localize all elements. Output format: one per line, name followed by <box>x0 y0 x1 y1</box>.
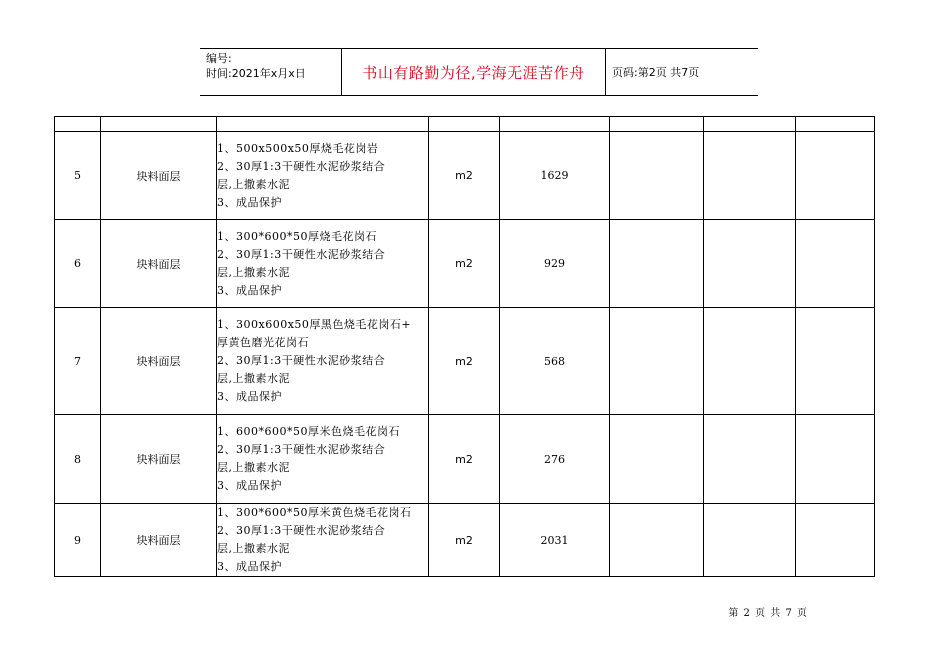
description-line: 3、成品保护 <box>217 195 282 209</box>
table-cell <box>610 504 704 577</box>
description-line: 2、30厚1:3干硬性水泥砂浆结合 <box>217 443 386 456</box>
table-cell <box>704 220 796 308</box>
table-cell <box>796 220 875 308</box>
table-row-blank <box>55 117 875 132</box>
table-cell <box>796 308 875 415</box>
time-label: 时间:2021年x月x日 <box>206 67 306 80</box>
row-number: 8 <box>55 415 101 504</box>
table-cell <box>217 117 429 132</box>
item-quantity: 929 <box>500 220 610 308</box>
item-name: 块料面层 <box>101 220 217 308</box>
item-quantity: 2031 <box>500 504 610 577</box>
item-description <box>217 308 429 415</box>
row-number: 9 <box>55 504 101 577</box>
item-name: 块料面层 <box>101 132 217 220</box>
item-name: 块料面层 <box>101 504 217 577</box>
table-cell <box>55 117 101 132</box>
description-line: 1、300*600*50厚米黄色烧毛花岗石 <box>217 506 412 519</box>
item-name: 块料面层 <box>101 415 217 504</box>
item-quantity: 568 <box>500 308 610 415</box>
description-line: 厚黄色磨光花岗石 <box>217 336 309 349</box>
table-cell <box>610 415 704 504</box>
description-line: 1、600*600*50厚米色烧毛花岗石 <box>217 425 400 438</box>
item-description <box>217 220 429 308</box>
description-line: 1、300x600x50厚黑色烧毛花岗石+ <box>217 318 412 331</box>
description-line: 2、30厚1:3干硬性水泥砂浆结合 <box>217 354 386 367</box>
table-cell <box>796 504 875 577</box>
table-cell <box>704 415 796 504</box>
description-line: 3、成品保护 <box>217 560 282 573</box>
item-unit: m2 <box>429 504 500 577</box>
table-cell <box>704 132 796 220</box>
table-row <box>55 132 875 220</box>
description-line: 1、300*600*50厚烧毛花岗石 <box>217 229 377 243</box>
item-quantity: 1629 <box>500 132 610 220</box>
description-line: 层,上撒素水泥 <box>217 461 290 474</box>
item-unit: m2 <box>429 132 500 220</box>
header-motto: 书山有路勤为径,学海无涯苦作舟 <box>342 49 606 95</box>
description-line: 2、30厚1:3干硬性水泥砂浆结合 <box>217 159 386 173</box>
page-footer: 第 2 页 共 7 页 <box>728 608 808 619</box>
description-line: 1、500x500x50厚烧毛花岗岩 <box>217 141 379 155</box>
item-unit: m2 <box>429 415 500 504</box>
table-cell <box>796 132 875 220</box>
row-number: 6 <box>55 220 101 308</box>
table-cell <box>704 308 796 415</box>
table-cell <box>796 415 875 504</box>
item-unit: m2 <box>429 308 500 415</box>
number-label: 编号: <box>206 52 232 65</box>
table-cell <box>500 117 610 132</box>
description-line: 3、成品保护 <box>217 390 282 403</box>
row-number: 7 <box>55 308 101 415</box>
description-line: 2、30厚1:3干硬性水泥砂浆结合 <box>217 247 386 261</box>
table-cell <box>610 132 704 220</box>
item-quantity: 276 <box>500 415 610 504</box>
item-name: 块料面层 <box>101 308 217 415</box>
item-description <box>217 415 429 504</box>
item-description <box>217 132 429 220</box>
table-cell <box>610 117 704 132</box>
table-cell <box>796 117 875 132</box>
description-line: 层,上撒素水泥 <box>217 372 290 385</box>
description-line: 层,上撒素水泥 <box>217 177 290 191</box>
row-number: 5 <box>55 132 101 220</box>
description-line: 3、成品保护 <box>217 479 282 492</box>
description-line: 3、成品保护 <box>217 283 282 297</box>
item-unit: m2 <box>429 220 500 308</box>
table-cell <box>704 504 796 577</box>
table-row <box>55 504 875 577</box>
description-line: 层,上撒素水泥 <box>217 542 290 555</box>
table-row <box>55 415 875 504</box>
table-cell <box>610 308 704 415</box>
table-cell <box>101 117 217 132</box>
table-cell <box>704 117 796 132</box>
table-row <box>55 220 875 308</box>
items-table <box>54 116 875 577</box>
page-header <box>200 48 758 96</box>
table-row <box>55 308 875 415</box>
table-cell <box>610 220 704 308</box>
item-description <box>217 504 429 577</box>
description-line: 层,上撒素水泥 <box>217 265 290 279</box>
header-meta <box>200 49 342 95</box>
header-page-code: 页码:第2页 共7页 <box>612 66 700 79</box>
table-cell <box>429 117 500 132</box>
description-line: 2、30厚1:3干硬性水泥砂浆结合 <box>217 524 386 537</box>
